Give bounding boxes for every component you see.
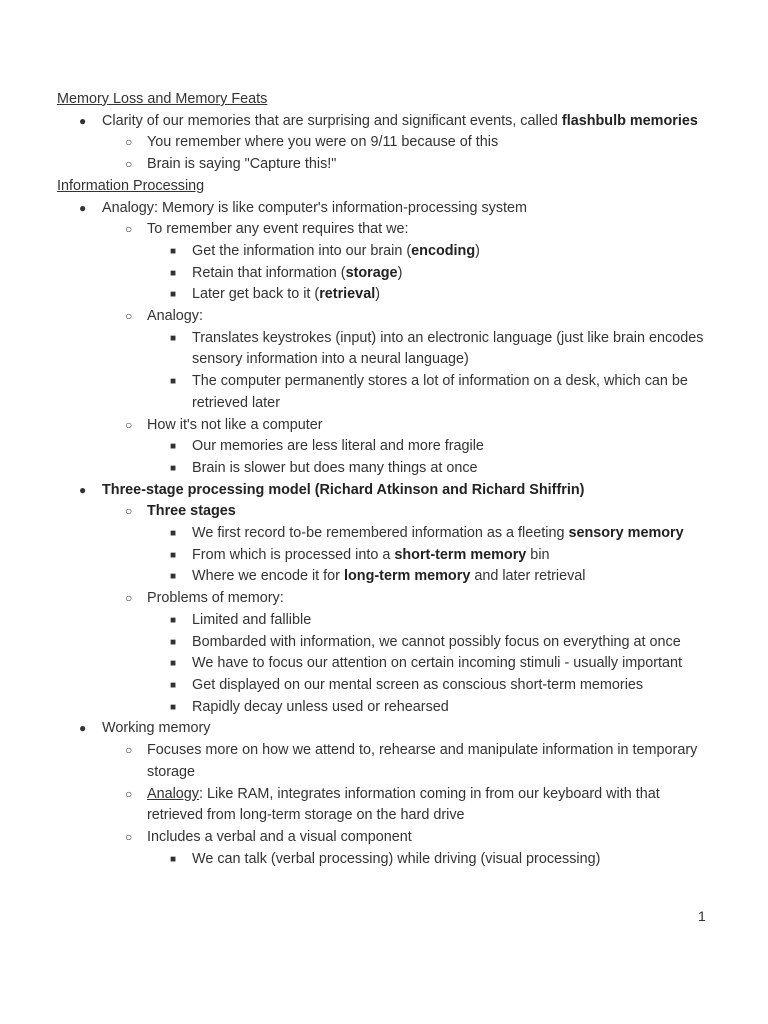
list-item-text <box>192 851 600 867</box>
text-run: Clarity of our memories that are surprising and significant events, called <box>102 112 562 129</box>
bold-term: sensory memory <box>568 525 684 542</box>
bold-term: encoding <box>411 242 476 259</box>
list-item-text <box>147 308 203 324</box>
bullet-icon: ○ <box>125 591 133 606</box>
list-item-level-3 <box>57 653 717 675</box>
list-item-level-2 <box>57 219 717 241</box>
text-run: How it's not like a computer <box>147 416 323 433</box>
text-run: Analogy: Memory is like computer's information-processing system <box>102 199 528 216</box>
list-item-text <box>147 742 697 780</box>
text-run: Brain is saying "Capture this!" <box>147 156 337 173</box>
list-item-level-2 <box>57 501 717 523</box>
list-item-text <box>147 786 660 824</box>
page-number: 1 <box>698 908 706 924</box>
list-item-text <box>192 286 380 302</box>
list-item-text <box>147 221 409 237</box>
list-item-level-1 <box>57 111 717 133</box>
text-run: bin <box>526 546 550 563</box>
list-item-level-3 <box>57 371 717 414</box>
bullet-icon: ● <box>79 200 87 215</box>
list-item-text <box>147 134 498 150</box>
list-item-level-2 <box>57 306 717 328</box>
bold-term: Three stages <box>147 503 236 520</box>
text-run: ) <box>397 264 403 281</box>
bullet-icon: ■ <box>170 441 177 453</box>
list-item-level-1 <box>57 718 717 740</box>
text-run: Brain is slower but does many things at once <box>192 459 478 476</box>
text-run: The computer permanently stores a lot of information on a desk, which can be retrieved later <box>192 373 688 411</box>
bullet-icon: ■ <box>170 636 177 648</box>
text-run: : Like RAM, integrates information coming in from our keyboard with that retrieved from long-term storage on the hard drive <box>147 785 660 824</box>
list-item-level-3 <box>57 241 717 263</box>
text-run: Get displayed on our mental screen as conscious short-term memories <box>192 676 644 693</box>
list-item-text <box>192 330 703 368</box>
bullet-icon: ■ <box>170 658 177 670</box>
text-run: Rapidly decay unless used or rehearsed <box>192 698 449 715</box>
text-run: Later get back to it ( <box>192 286 320 303</box>
text-run: Analogy: <box>147 308 204 325</box>
bullet-icon: ■ <box>170 376 177 388</box>
text-run: Where we encode it for <box>192 568 344 585</box>
text-run: ) <box>475 242 480 259</box>
text-run: We have to focus our attention on certain incoming stimuli - usually important <box>192 655 683 672</box>
list-item-level-3 <box>57 610 717 632</box>
list-item-text <box>192 612 311 628</box>
list-item-text <box>102 200 527 216</box>
bullet-icon: ■ <box>170 332 177 344</box>
list-item-level-3 <box>57 458 717 480</box>
bullet-icon: ■ <box>170 853 177 865</box>
list-item-level-3 <box>57 284 717 306</box>
text-run: Includes a verbal and a visual component <box>147 828 412 845</box>
list-item-text <box>102 482 584 498</box>
text-run: Get the information into our brain ( <box>192 242 412 259</box>
bullet-icon: ○ <box>125 786 133 801</box>
list-item-text <box>147 156 336 172</box>
bullet-icon: ○ <box>125 743 133 758</box>
bullet-icon: ● <box>79 721 87 736</box>
list-item-level-2 <box>57 827 717 849</box>
text-run: Our memories are less literal and more fragile <box>192 438 484 455</box>
bullet-icon: ○ <box>125 417 133 432</box>
bold-term: flashbulb memories <box>561 112 698 129</box>
bullet-icon: ● <box>79 482 87 497</box>
list-item-level-3 <box>57 545 717 567</box>
bold-term: long-term memory <box>343 568 471 585</box>
bullet-icon: ○ <box>125 309 133 324</box>
text-run: Limited and fallible <box>192 611 312 628</box>
list-item-text <box>147 417 323 433</box>
section-heading: Information Processing <box>57 177 205 194</box>
list-item-level-1 <box>57 198 717 220</box>
bullet-icon: ○ <box>125 222 133 237</box>
bullet-icon: ■ <box>170 289 177 301</box>
list-item-level-3 <box>57 263 717 285</box>
bullet-icon: ■ <box>170 701 177 713</box>
bold-term: Three-stage processing model (Richard Atkinson and Richard Shiffrin) <box>102 481 585 498</box>
text-run: and later retrieval <box>470 568 586 585</box>
list-item-level-2 <box>57 415 717 437</box>
list-item-text <box>147 829 412 845</box>
bullet-icon: ■ <box>170 549 177 561</box>
list-item-level-3 <box>57 566 717 588</box>
list-item-level-2 <box>57 784 717 827</box>
list-item-text <box>192 438 484 454</box>
text-run: ) <box>375 286 380 303</box>
text-run: Bombarded with information, we cannot possibly focus on everything at once <box>192 633 681 650</box>
list-item-level-2 <box>57 154 717 176</box>
text-run: Working memory <box>102 720 211 737</box>
text-run: Translates keystrokes (input) into an electronic language (just like brain encodes sensory information into a neural language) <box>192 329 704 368</box>
text-run: From which is processed into a <box>192 546 395 563</box>
list-item-text <box>192 547 550 563</box>
list-item-text <box>147 590 284 606</box>
bullet-icon: ■ <box>170 614 177 626</box>
list-item-text <box>147 503 236 519</box>
text-run: We can talk (verbal processing) while driving (visual processing) <box>192 850 601 867</box>
notes-content <box>57 89 717 870</box>
list-item-text <box>192 677 643 693</box>
bold-term: storage <box>345 264 398 281</box>
bullet-icon: ○ <box>125 157 133 172</box>
list-item-text <box>192 460 478 476</box>
list-item-level-3 <box>57 436 717 458</box>
list-item-text <box>192 699 449 715</box>
list-item-level-3 <box>57 632 717 654</box>
list-item-level-2 <box>57 132 717 154</box>
bold-term: retrieval <box>319 286 376 303</box>
list-item-level-2 <box>57 740 717 783</box>
list-item-text <box>192 634 681 650</box>
bold-term: short-term memory <box>394 546 527 563</box>
bullet-icon: ■ <box>170 679 177 691</box>
list-item-text <box>192 568 586 584</box>
list-item-level-3 <box>57 697 717 719</box>
text-run: You remember where you were on 9/11 because of this <box>147 134 499 151</box>
list-item-text <box>192 655 682 671</box>
text-run: To remember any event requires that we: <box>147 221 409 238</box>
bullet-icon: ■ <box>170 462 177 474</box>
bullet-icon: ■ <box>170 571 177 583</box>
bullet-icon: ● <box>79 113 87 128</box>
text-run: Problems of memory: <box>147 590 284 607</box>
text-run: Focuses more on how we attend to, rehearse and manipulate information in temporary storage <box>147 742 698 780</box>
bullet-icon: ○ <box>125 504 133 519</box>
list-item-text <box>192 243 480 259</box>
list-item-text <box>192 265 402 281</box>
list-item-text <box>192 525 684 541</box>
list-item-text <box>192 373 688 411</box>
list-item-level-3 <box>57 849 717 871</box>
list-item-level-3 <box>57 523 717 545</box>
section-heading: Memory Loss and Memory Feats <box>57 91 268 107</box>
bullet-icon: ○ <box>125 135 133 150</box>
list-item-level-2 <box>57 588 717 610</box>
list-item-level-1 <box>57 480 717 502</box>
list-item-text <box>102 113 698 129</box>
list-item-level-3 <box>57 328 717 371</box>
list-item-text <box>102 720 211 736</box>
list-item-level-3 <box>57 675 717 697</box>
bullet-icon: ■ <box>170 528 177 540</box>
underlined-text: Analogy <box>147 785 200 802</box>
bullet-icon: ○ <box>125 829 133 844</box>
bullet-icon: ■ <box>170 245 177 257</box>
bullet-icon: ■ <box>170 267 177 279</box>
text-run: Retain that information ( <box>192 264 346 281</box>
text-run: We first record to-be remembered information as a fleeting <box>192 525 569 542</box>
